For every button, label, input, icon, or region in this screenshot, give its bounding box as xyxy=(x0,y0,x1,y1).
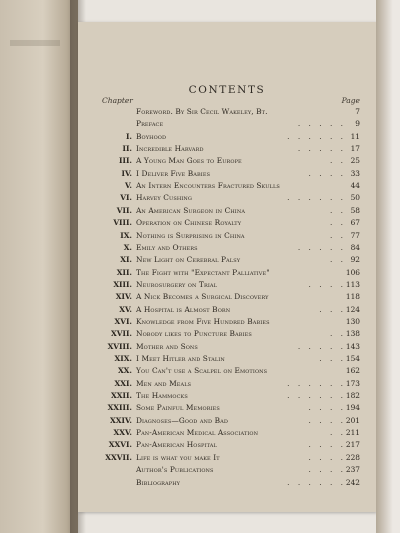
toc-entry xyxy=(78,291,376,303)
chapter-title: Bibliography xyxy=(136,477,181,487)
chapter-number: XVI. xyxy=(114,316,132,326)
page-number: 25 xyxy=(350,156,360,166)
toc-entry xyxy=(78,118,376,130)
toc-entry xyxy=(78,279,376,291)
toc-entry xyxy=(78,378,376,390)
chapter-number: VI. xyxy=(120,193,132,203)
page-number: 44 xyxy=(350,181,360,191)
chapter-number: XX. xyxy=(117,366,132,376)
leader-dots: . . . . xyxy=(308,452,346,462)
chapter-title: Nothing is Surprising in China xyxy=(136,230,245,240)
toc-entry xyxy=(78,477,376,489)
chapter-title: Mother and Sons xyxy=(136,341,198,351)
page-number: 154 xyxy=(345,354,360,363)
page-number: 201 xyxy=(345,415,360,425)
page-number: 58 xyxy=(350,205,360,215)
leader-dots: . . . . . xyxy=(297,144,346,154)
chapter-number: IV. xyxy=(121,168,132,178)
toc-entry xyxy=(78,341,376,353)
leader-dots: . . . . . . xyxy=(287,477,346,487)
chapter-title: Men and Meals xyxy=(136,378,192,388)
page-number: 106 xyxy=(345,267,360,277)
toc-entry xyxy=(78,464,376,476)
page-number: 7 xyxy=(355,107,360,116)
chapter-number: XXVI. xyxy=(108,440,132,450)
page-number: 50 xyxy=(350,193,360,203)
page-number: 173 xyxy=(345,378,360,388)
page-number: 182 xyxy=(345,391,360,401)
chapter-number: XXI. xyxy=(114,378,132,388)
chapter-title: Pan-American Medical Association xyxy=(136,428,259,438)
chapter-title: I Deliver Five Babies xyxy=(136,168,211,178)
toc-entry xyxy=(78,131,376,143)
chapter-number: VII. xyxy=(116,205,132,215)
chapter-title: Harvey Cushing xyxy=(136,193,192,203)
chapter-title: A Young Man Goes to Europe xyxy=(136,156,242,166)
toc-entry xyxy=(78,267,376,279)
chapter-number: XXII. xyxy=(111,391,132,401)
chapter-number: XIII. xyxy=(113,279,132,289)
toc-entry xyxy=(78,390,376,402)
page-number: 118 xyxy=(345,292,360,302)
toc-entry xyxy=(78,230,376,242)
facing-page-edge xyxy=(0,0,78,533)
leader-dots: . . xyxy=(329,329,346,339)
toc-entry xyxy=(78,452,376,464)
chapter-title: Neurosurgery on Trial xyxy=(136,279,218,289)
chapter-title: Pan-American Hospital xyxy=(136,440,217,450)
page-number: 113 xyxy=(345,279,360,289)
chapter-title: Some Painful Memories xyxy=(136,403,220,413)
chapter-title: Knowledge from Five Hundred Babies xyxy=(136,316,270,326)
chapter-number: VIII. xyxy=(113,218,132,228)
chapter-number: III. xyxy=(119,156,132,166)
chapter-title: Boyhood xyxy=(136,131,167,141)
toc-entry xyxy=(78,143,376,155)
chapter-title: An Intern Encounters Fractured Skulls xyxy=(136,181,280,191)
toc-entry xyxy=(78,254,376,266)
leader-dots: . . . . . xyxy=(297,242,346,252)
toc-entry xyxy=(78,353,376,365)
leader-dots: . . . . . xyxy=(297,119,346,129)
leader-dots: . . xyxy=(329,205,346,215)
chapter-number: V. xyxy=(124,181,132,191)
toc-entry xyxy=(78,402,376,414)
leader-dots: . . . . . . xyxy=(287,378,346,388)
leader-dots: . . . . xyxy=(308,279,346,289)
chapter-title: Emily and Others xyxy=(136,242,198,252)
page-number: 194 xyxy=(345,403,360,413)
page-number: 130 xyxy=(345,316,360,326)
toc-entry xyxy=(78,106,376,118)
toc-entry xyxy=(78,192,376,204)
leader-dots: . . xyxy=(329,156,346,166)
toc-entry xyxy=(78,365,376,377)
page-number: 228 xyxy=(345,452,360,462)
page-number: 124 xyxy=(345,304,360,314)
chapter-column-header: Chapter xyxy=(102,96,133,105)
leader-dots: . . . . xyxy=(308,465,346,475)
page-number: 9 xyxy=(355,119,360,129)
chapter-number: XXIII. xyxy=(107,403,132,413)
chapter-title: Diagnoses—Good and Bad xyxy=(136,415,228,425)
leader-dots: . . . xyxy=(319,304,346,314)
contents-page xyxy=(78,22,376,512)
leader-dots: . . . xyxy=(319,354,346,363)
chapter-number: IX. xyxy=(120,230,132,240)
chapter-number: I. xyxy=(125,131,132,141)
chapter-title: The Hammocks xyxy=(136,391,188,401)
toc-entry xyxy=(78,439,376,451)
leader-dots: . . . . . . xyxy=(287,131,346,141)
chapter-number: XII. xyxy=(116,267,132,277)
chapter-title: Nobody likes to Puncture Babies xyxy=(136,329,252,339)
chapter-number: XVII. xyxy=(111,329,132,339)
page-number: 92 xyxy=(350,255,360,265)
page-number: 237 xyxy=(345,465,360,475)
leader-dots: . . xyxy=(329,255,346,265)
leader-dots: . . . . xyxy=(308,440,346,450)
leader-dots: . . xyxy=(329,428,346,438)
chapter-number: XV. xyxy=(119,304,132,314)
toc-entry xyxy=(78,217,376,229)
leader-dots: . . . . xyxy=(308,168,346,178)
bleed-through-text xyxy=(10,40,60,46)
chapter-title: Incredible Harvard xyxy=(136,144,204,154)
chapter-title: You Can't use a Scalpel on Emotions xyxy=(136,366,268,376)
page-number: 84 xyxy=(350,242,360,252)
toc-entry xyxy=(78,415,376,427)
chapter-number: XXVII. xyxy=(105,452,132,462)
page-number: 11 xyxy=(350,131,360,141)
background-surface xyxy=(376,0,400,533)
chapter-title: A Hospital is Almost Born xyxy=(136,304,231,314)
chapter-number: XXV. xyxy=(113,428,132,438)
page-number: 67 xyxy=(350,218,360,228)
toc-entry xyxy=(78,316,376,328)
page-number: 242 xyxy=(345,477,360,487)
chapter-number: X. xyxy=(123,242,132,252)
toc-entry xyxy=(78,168,376,180)
chapter-title: Foreword. By Sir Cecil Wakeley, Bt. xyxy=(136,107,268,116)
leader-dots: . . . . . xyxy=(297,341,346,351)
toc-entry xyxy=(78,155,376,167)
toc-entry xyxy=(78,304,376,316)
chapter-number: XVIII. xyxy=(107,341,132,351)
chapter-title: I Meet Hitler and Stalin xyxy=(136,354,225,363)
toc-entry xyxy=(78,427,376,439)
chapter-title: Life is what you make It xyxy=(136,452,220,462)
chapter-number: XIV. xyxy=(115,292,132,302)
leader-dots: . . . . . . xyxy=(287,193,346,203)
chapter-title: Preface xyxy=(136,119,164,129)
toc-entry xyxy=(78,328,376,340)
toc-entry xyxy=(78,180,376,192)
page-number: 138 xyxy=(345,329,360,339)
toc-entry xyxy=(78,242,376,254)
page-number: 211 xyxy=(345,428,360,438)
page-column-header: Page xyxy=(341,96,360,105)
page-number: 77 xyxy=(350,230,360,240)
chapter-number: XIX. xyxy=(114,354,132,363)
page-number: 33 xyxy=(350,168,360,178)
chapter-title: The Fight with "Expectant Palliative" xyxy=(136,267,270,277)
chapter-title: Operation on Chinese Royalty xyxy=(136,218,242,228)
chapter-number: XXIV. xyxy=(110,415,132,425)
chapter-number: II. xyxy=(122,144,132,154)
leader-dots: . . . . xyxy=(308,403,346,413)
chapter-title: An American Surgeon in China xyxy=(136,205,246,215)
page-number: 217 xyxy=(345,440,360,450)
chapter-title: Author's Publications xyxy=(136,465,214,475)
chapter-number: XI. xyxy=(120,255,132,265)
chapter-title: A Nick Becomes a Surgical Discovery xyxy=(136,292,269,302)
page-number: 143 xyxy=(345,341,360,351)
leader-dots: . . . . . . xyxy=(287,391,346,401)
leader-dots: . . xyxy=(329,230,346,240)
leader-dots: . . xyxy=(329,218,346,228)
toc-entry xyxy=(78,205,376,217)
page-number: 162 xyxy=(345,366,360,376)
page-title: CONTENTS xyxy=(188,84,266,96)
chapter-title: New Light on Cerebral Palsy xyxy=(136,255,241,265)
page-number: 17 xyxy=(350,144,360,154)
leader-dots: . . . . xyxy=(308,415,346,425)
